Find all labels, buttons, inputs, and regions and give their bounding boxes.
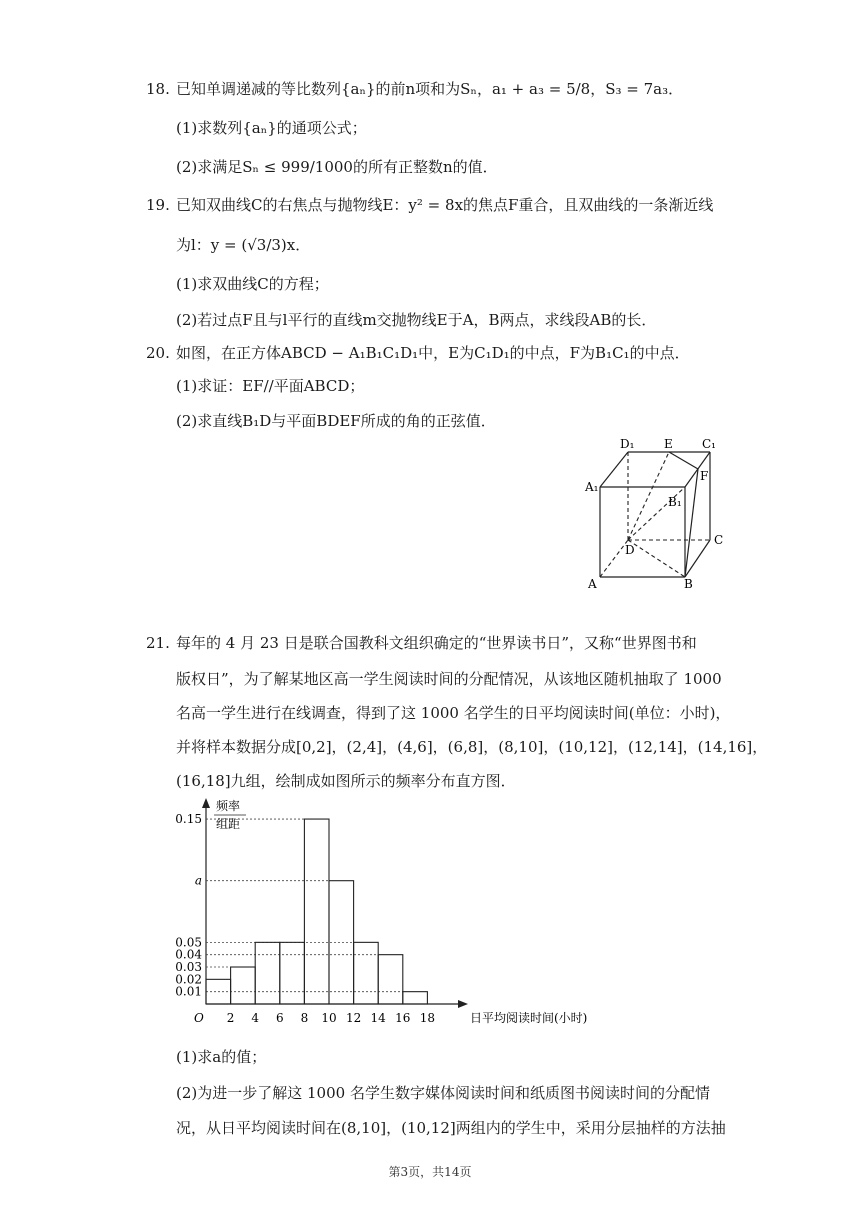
q19-stem-1: 已知双曲线C的右焦点与抛物线E：y² = 8x的焦点F重合，且双曲线的一条渐近线 (176, 196, 714, 214)
y-tick-label: 0.05 (175, 935, 202, 950)
y-tick-label: 0.03 (175, 960, 202, 975)
y-tick-label: 0.02 (175, 972, 202, 987)
histogram-bar (329, 881, 354, 1004)
x-tick-label: 10 (321, 1011, 337, 1025)
x-tick-label: 18 (419, 1011, 436, 1025)
histogram-bar (231, 967, 256, 1004)
x-tick-label: 12 (345, 1011, 362, 1025)
q20-part2: (2)求直线B₁D与平面BDEF所成的角的正弦值． (176, 412, 496, 430)
origin-label: O (194, 1011, 204, 1025)
q21-line-3: 名高一学生进行在线调查，得到了这 1000 名学生的日平均阅读时间(单位：小时)， (176, 704, 731, 722)
y-tick-label: 0.04 (175, 947, 202, 962)
histogram-bar (354, 942, 379, 1004)
y-axis-arrow (202, 798, 210, 808)
label-F: F (700, 469, 709, 483)
frequency-histogram (170, 792, 590, 1042)
q19-number: 19. (146, 196, 170, 214)
y-tick-label: a (194, 873, 202, 888)
q21-line-5: (16,18]九组，绘制成如图所示的频率分布直方图． (176, 772, 516, 790)
label-D: D (625, 543, 635, 557)
x-tick-label: 14 (370, 1011, 386, 1025)
x-tick-label: 8 (300, 1011, 309, 1025)
q20-part1: (1)求证：EF//平面ABCD； (176, 377, 365, 395)
q19-part1: (1)求双曲线C的方程； (176, 275, 329, 293)
q21-line-4: 并将样本数据分成[0,2]，(2,4]，(4,6]，(6,8]，(8,10]，(10,12]，(12,14]，(14,16]， (176, 738, 768, 756)
x-axis-arrow (458, 1000, 468, 1008)
histogram-bar (403, 992, 428, 1004)
x-tick-label: 16 (395, 1011, 411, 1025)
histogram-bar (304, 819, 329, 1004)
label-D1: D₁ (620, 437, 635, 451)
y-label-top: 频率 (216, 799, 241, 813)
q19-stem-2: 为l：y = (√3/3)x． (176, 236, 311, 254)
y-tick-label: 0.01 (175, 984, 202, 999)
x-tick-label: 2 (226, 1011, 235, 1025)
label-C: C (714, 533, 724, 547)
label-B1: B₁ (668, 495, 682, 509)
q18-part2: (2)求满足Sₙ ≤ 999/1000的所有正整数n的值． (176, 158, 498, 176)
q18-number: 18. (146, 80, 170, 98)
y-label-bottom: 组距 (216, 817, 241, 831)
q18-part1: (1)求数列{aₙ}的通项公式； (176, 119, 367, 137)
q21-line-2: 版权日”，为了解某地区高一学生阅读时间的分配情况，从该地区随机抽取了 1000 (176, 670, 722, 688)
y-tick-label: 0.15 (175, 812, 202, 827)
q19-part2: (2)若过点F且与l平行的直线m交抛物线E于A，B两点，求线段AB的长． (176, 311, 657, 329)
label-B: B (684, 577, 693, 591)
q20-stem: 如图，在正方体ABCD − A₁B₁C₁D₁中，E为C₁D₁的中点，F为B₁C₁的中点． (176, 344, 690, 362)
x-tick-label: 4 (251, 1011, 260, 1025)
q21-part2-line-1: (2)为进一步了解这 1000 名学生数字媒体阅读时间和纸质图书阅读时间的分配情 (176, 1084, 710, 1102)
histogram-bar (378, 955, 403, 1004)
q21-line-1: 每年的 4 月 23 日是联合国教科文组织确定的“世界读书日”，又称“世界图书和 (176, 634, 697, 652)
q21-part1: (1)求a的值； (176, 1048, 267, 1066)
q21-part2-line-2: 况，从日平均阅读时间在(8,10]，(10,12]两组内的学生中，采用分层抽样的方法抽 (176, 1119, 726, 1137)
x-axis-label: 日平均阅读时间(小时) (470, 1011, 588, 1025)
label-E: E (664, 437, 673, 451)
x-tick-label: 6 (275, 1011, 284, 1025)
label-A1: A₁ (585, 480, 599, 494)
histogram-bar (255, 942, 280, 1004)
q21-number: 21. (146, 634, 170, 652)
q20-number: 20. (146, 344, 170, 362)
histogram-bar (280, 942, 305, 1004)
page-footer: 第3页，共14页 (388, 1165, 472, 1179)
label-C1: C₁ (702, 437, 716, 451)
label-A: A (588, 577, 597, 591)
q18-stem: 已知单调递减的等比数列{aₙ}的前n项和为Sₙ，a₁ + a₃ = 5/8，S₃ = 7a₃． (176, 80, 684, 98)
cube-figure (580, 432, 730, 592)
